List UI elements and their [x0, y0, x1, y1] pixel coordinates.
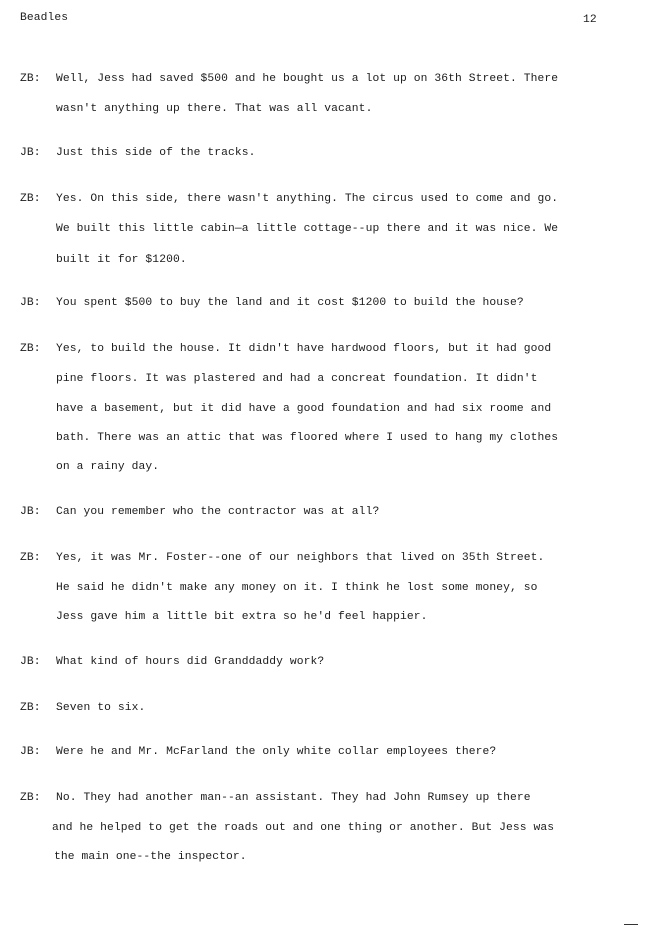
speaker-label: ZB: — [20, 73, 41, 85]
turn-line: Jess gave him a little bit extra so he'd feel happier. — [56, 611, 428, 623]
speaker-label: ZB: — [20, 193, 41, 205]
speaker-label: JB: — [20, 656, 41, 668]
turn-line: Were he and Mr. McFarland the only white collar employees there? — [56, 746, 497, 758]
turn-line: Just this side of the tracks. — [56, 147, 256, 159]
speaker-label: JB: — [20, 147, 41, 159]
speaker-label: ZB: — [20, 343, 41, 355]
turn-line: Well, Jess had saved $500 and he bought us a lot up on 36th Street. There — [56, 73, 559, 85]
interviewee-name: Beadles — [20, 12, 69, 24]
speaker-label: JB: — [20, 746, 41, 758]
turn-line: wasn't anything up there. That was all vacant. — [56, 103, 373, 115]
turn-line: He said he didn't make any money on it. I think he lost some money, so — [56, 582, 538, 594]
speaker-label: JB: — [20, 297, 41, 309]
turn-line: Can you remember who the contractor was at all? — [56, 506, 380, 518]
page-edge-mark — [624, 924, 638, 925]
turn-line: have a basement, but it did have a good foundation and had six roome and — [56, 403, 552, 415]
page-number: 12 — [583, 14, 597, 26]
turn-line: pine floors. It was plastered and had a concreat foundation. It didn't — [56, 373, 538, 385]
turn-line: What kind of hours did Granddaddy work? — [56, 656, 325, 668]
speaker-label: ZB: — [20, 792, 41, 804]
speaker-label: ZB: — [20, 552, 41, 564]
turn-line: You spent $500 to buy the land and it cost $1200 to build the house? — [56, 297, 524, 309]
turn-line: built it for $1200. — [56, 254, 187, 266]
turn-line: and he helped to get the roads out and one thing or another. But Jess was — [52, 822, 555, 834]
turn-line: bath. There was an attic that was floored where I used to hang my clothes — [56, 432, 559, 444]
speaker-label: ZB: — [20, 702, 41, 714]
turn-line: Yes, to build the house. It didn't have hardwood floors, but it had good — [56, 343, 552, 355]
speaker-label: JB: — [20, 506, 41, 518]
turn-line: the main one--the inspector. — [54, 851, 247, 863]
turn-line: We built this little cabin—a little cottage--up there and it was nice. We — [56, 223, 559, 235]
turn-line: No. They had another man--an assistant. They had John Rumsey up there — [56, 792, 531, 804]
turn-line: Yes. On this side, there wasn't anything. The circus used to come and go. — [56, 193, 559, 205]
turn-line: on a rainy day. — [56, 461, 160, 473]
turn-line: Yes, it was Mr. Foster--one of our neighbors that lived on 35th Street. — [56, 552, 545, 564]
turn-line: Seven to six. — [56, 702, 146, 714]
